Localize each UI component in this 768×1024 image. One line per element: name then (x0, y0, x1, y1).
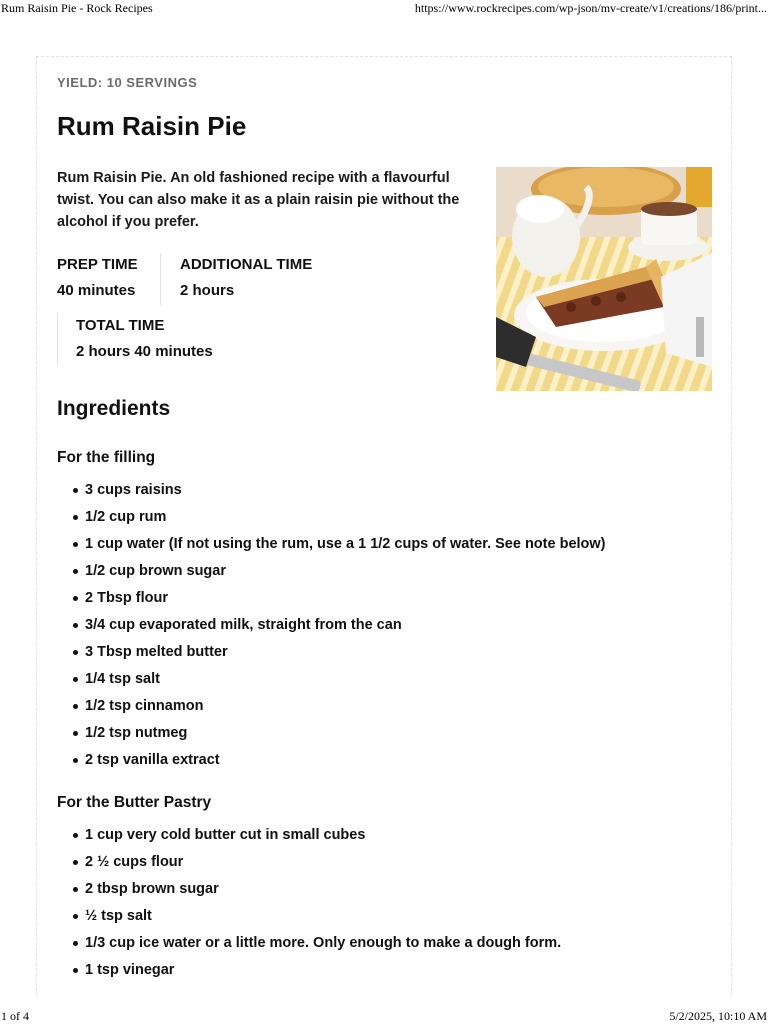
print-page-title: Rum Raisin Pie - Rock Recipes (1, 1, 153, 15)
list-item: 2 ½ cups flour (85, 849, 561, 876)
additional-time-value: 2 hours (180, 282, 235, 299)
additional-time (180, 255, 312, 301)
list-item: 2 tbsp brown sugar (85, 876, 561, 903)
list-item: 3 cups raisins (85, 477, 606, 504)
total-time (76, 316, 213, 362)
list-item: 1 cup very cold butter cut in small cubes (85, 822, 561, 849)
list-item: 3 Tbsp melted butter (85, 639, 606, 666)
filling-ingredient-list (57, 477, 606, 774)
list-item: ½ tsp salt (85, 903, 561, 930)
list-item: 3/4 cup evaporated milk, straight from the can (85, 612, 606, 639)
print-header (0, 0, 768, 16)
list-item: 1/3 cup ice water or a little more. Only enough to make a dough form. (85, 930, 561, 957)
pastry-heading: For the Butter Pastry (57, 794, 212, 811)
list-item: 1/2 tsp cinnamon (85, 693, 606, 720)
list-item: 1/2 cup rum (85, 504, 606, 531)
recipe-description: Rum Raisin Pie. An old fashioned recipe with a flavourful twist. You can also make it as a plain raisin pie without the alcohol if you prefer. (57, 170, 460, 230)
prep-time-label: PREP TIME (57, 256, 138, 273)
prep-time-value: 40 minutes (57, 282, 136, 299)
recipe-yield: YIELD: 10 SERVINGS (57, 75, 198, 90)
print-url: https://www.rockrecipes.com/wp-json/mv-create/v1/creations/186/print... (414, 1, 767, 15)
recipe-title: Rum Raisin Pie (57, 111, 247, 141)
total-time-label: TOTAL TIME (76, 317, 165, 334)
ingredients-heading: Ingredients (57, 397, 171, 420)
prep-time (57, 255, 138, 301)
list-item: 1 tsp vinegar (85, 957, 561, 984)
time-divider (57, 313, 58, 365)
list-item: 1/4 tsp salt (85, 666, 606, 693)
pie-photo-illustration (496, 167, 712, 391)
list-item: 1/2 cup brown sugar (85, 558, 606, 585)
list-item: 2 Tbsp flour (85, 585, 606, 612)
print-footer (0, 1008, 768, 1024)
page-count: 1 of 4 (1, 1009, 29, 1023)
filling-heading: For the filling (57, 449, 156, 466)
total-time-value: 2 hours 40 minutes (76, 343, 213, 360)
pastry-ingredient-list (57, 822, 561, 984)
time-divider (160, 253, 161, 305)
recipe-photo (496, 167, 712, 391)
print-datetime: 5/2/2025, 10:10 AM (669, 1009, 767, 1023)
list-item: 1/2 tsp nutmeg (85, 720, 606, 747)
recipe-card (36, 56, 732, 996)
list-item: 1 cup water (If not using the rum, use a 1 1/2 cups of water. See note below) (85, 531, 606, 558)
list-item: 2 tsp vanilla extract (85, 747, 606, 774)
additional-time-label: ADDITIONAL TIME (180, 256, 313, 273)
